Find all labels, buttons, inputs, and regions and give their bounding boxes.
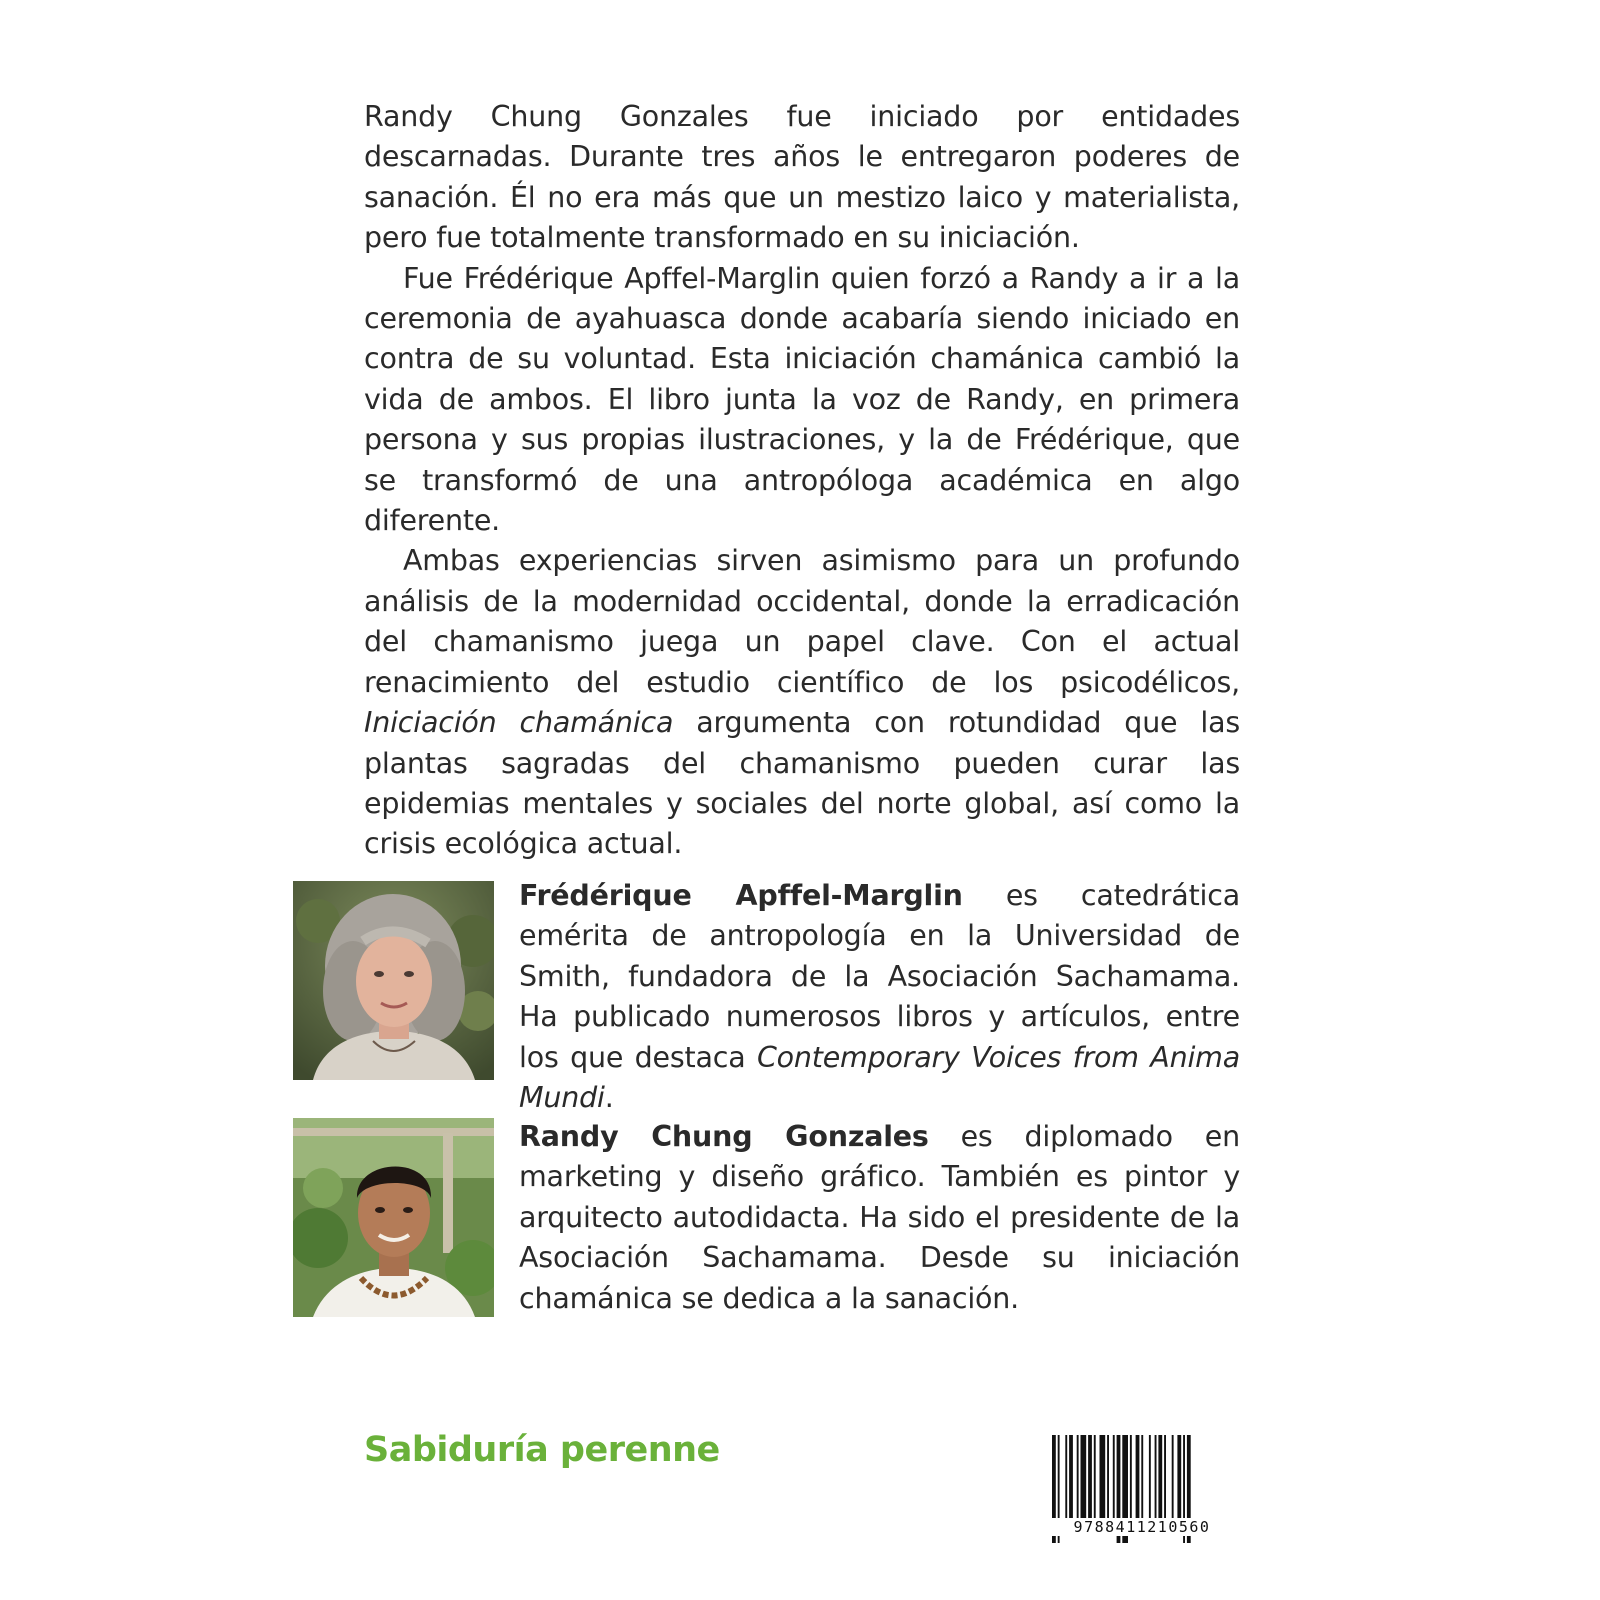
author-bio-text: es catedrática emérita de antropología en la Universidad de Smith, fundadora de la Asociación Sachamama. Ha publicado numerosos libros y artículos, entre los que destaca — [519, 879, 1240, 1074]
barcode-bar — [1100, 1435, 1106, 1521]
barcode-bar — [1172, 1435, 1174, 1521]
author-bio-randy — [519, 1117, 1240, 1319]
author-photo-frederique — [293, 881, 494, 1080]
barcode-bar — [1113, 1435, 1115, 1521]
barcode-bar — [1088, 1435, 1092, 1521]
author-name-frederique: Frédérique Apffel-Marglin — [519, 879, 963, 912]
author-bio-text: es diplomado en marketing y diseño gráfico. También es pintor y arquitecto autodidacta. Ha sido el presidente de la Asociación Sachamama. Desde su iniciación chamánica se dedica a la sanación. — [519, 1120, 1240, 1315]
barcode-bar — [1141, 1435, 1143, 1521]
back-cover-blurb — [364, 97, 1240, 865]
author-photo-randy — [293, 1118, 494, 1317]
barcode-bar — [1164, 1435, 1166, 1521]
blurb-p3-text: Ambas experiencias sirven asimismo para un profundo análisis de la modernidad occidental, donde la erradicación del chamanismo juega un papel clave. Con el actual renacimiento del estudio científico de los psicodélicos, — [364, 544, 1240, 699]
blurb-p3-text-end: argumenta con rotundidad que las plantas sagradas del chamanismo pueden curar las epidemias mentales y sociales del norte global, así como la crisis ecológica actual. — [364, 706, 1241, 861]
barcode-bar — [1077, 1435, 1079, 1521]
barcode-bar — [1081, 1435, 1087, 1521]
blurb-paragraph-3 — [364, 541, 1240, 864]
barcode-bar — [1065, 1435, 1067, 1521]
isbn-number: 9788411210560 — [1052, 1518, 1232, 1536]
barcode-bar — [1149, 1435, 1151, 1521]
barcode-bar — [1155, 1435, 1157, 1521]
author-bio-end: . — [604, 1081, 614, 1115]
barcode-bar — [1130, 1435, 1132, 1521]
blurb-paragraph-2: Fue Frédérique Apffel-Marglin quien forzó a Randy a ir a la ceremonia de ayahuasca donde acabaría siendo iniciado en contra de su voluntad. Esta iniciación chamánica cambió la vida de ambos. El libro junta la voz de Randy, en primera persona y sus propias ilustraciones, y la de Frédérique, que se transformó de una antropóloga académica en algo diferente. — [364, 261, 1240, 538]
barcode-bar — [1158, 1435, 1162, 1521]
barcode-bar — [1177, 1435, 1181, 1521]
barcode-bar — [1107, 1435, 1109, 1521]
barcode-bar — [1069, 1435, 1073, 1521]
author-name-randy: Randy Chung Gonzales — [519, 1120, 929, 1153]
author-bio-frederique — [519, 876, 1240, 1118]
barcode-bar — [1094, 1435, 1096, 1521]
blurb-paragraph-1: Randy Chung Gonzales fue iniciado por entidades descarnadas. Durante tres años le entregaron poderes de sanación. Él no era más que un mestizo laico y materialista, pero fue totalmente transformado en su iniciación. — [364, 100, 1240, 255]
series-name: Sabiduría perenne — [364, 1430, 720, 1470]
author-book-title: Contemporary Voices from Anima Mundi — [519, 1040, 1240, 1115]
barcode-bar — [1136, 1435, 1140, 1521]
book-title: Iniciación chamánica — [364, 706, 674, 740]
